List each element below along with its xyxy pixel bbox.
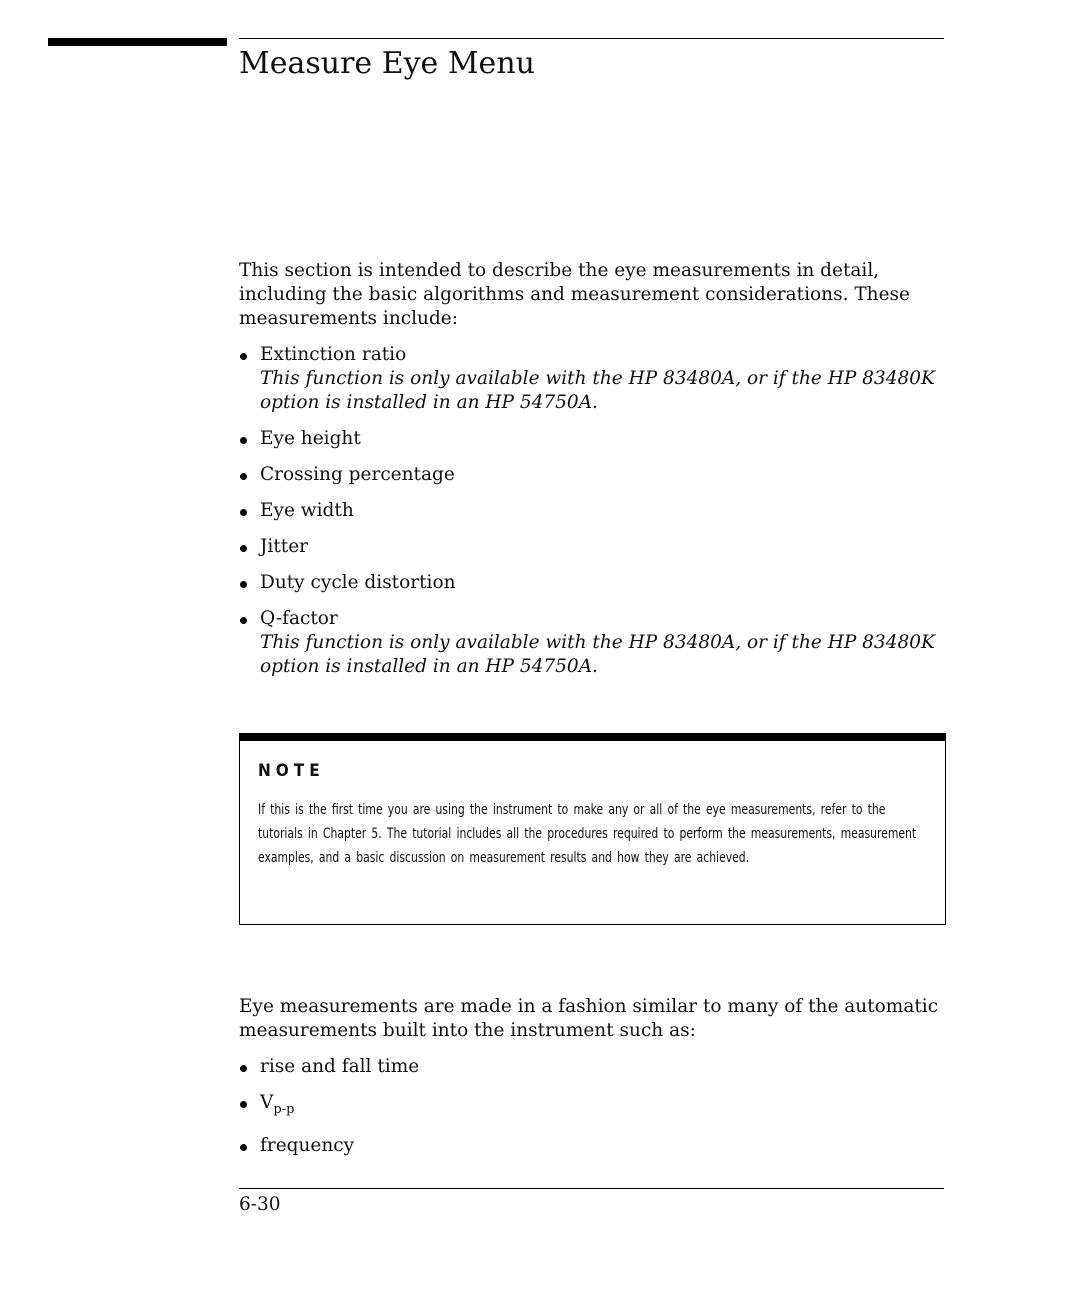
list-item-label: Extinction ratio: [260, 344, 407, 365]
automatic-measurement-list: [239, 1055, 954, 1170]
note-text: If this is the first time you are using the instrument to make any or all of the eye measurements, refer to the tutorials in Chapter 5. The tutorial includes all the procedures required to perform the measurements, measurement examples, and a basic discussion on measurement results and how they are achieved.: [258, 802, 917, 866]
list-item-frequency: [239, 1134, 954, 1158]
bullet-icon: [240, 353, 247, 360]
list-item-label: Jitter: [260, 536, 308, 557]
measurement-list: [239, 343, 954, 691]
bullet-icon: [240, 545, 247, 552]
list-item-extinction-ratio: [239, 343, 954, 415]
bullet-icon: [240, 1065, 247, 1072]
bullet-icon: [240, 473, 247, 480]
list-item-subscript: p-p: [273, 1102, 295, 1117]
page-title: Measure Eye Menu: [239, 46, 535, 81]
bullet-icon: [240, 1144, 247, 1151]
note-box: [239, 733, 946, 925]
bullet-icon: [240, 617, 247, 624]
bullet-icon: [240, 1101, 247, 1108]
list-item-eye-width: [239, 499, 954, 523]
availability-note: This function is only available with the HP 83480A, or if the HP 83480K option is installed in an HP 54750A.: [260, 368, 935, 413]
header-thick-bar: [48, 38, 227, 46]
list-item-duty-cycle-distortion: [239, 571, 954, 595]
intro-paragraph: This section is intended to describe the eye measurements in detail, including the basic algorithms and measurement considerations. These measurements include:: [239, 260, 910, 329]
list-item-label: V: [260, 1092, 274, 1113]
bullet-icon: [240, 437, 247, 444]
list-item-rise-fall-time: [239, 1055, 954, 1079]
list-item-label: Q-factor: [260, 608, 338, 629]
list-item-crossing-percentage: [239, 463, 954, 487]
list-item-label: Eye width: [260, 500, 354, 521]
list-item-label: Eye height: [260, 428, 361, 449]
availability-note: This function is only available with the HP 83480A, or if the HP 83480K option is installed in an HP 54750A.: [260, 632, 935, 677]
footer-rule: [239, 1188, 944, 1189]
list-item-label: frequency: [260, 1135, 355, 1156]
list-item-eye-height: [239, 427, 954, 451]
bullet-icon: [240, 509, 247, 516]
list-item-vpp: [239, 1091, 954, 1122]
note-label: NOTE: [258, 761, 325, 781]
list-item-label: Crossing percentage: [260, 464, 455, 485]
list-item-jitter: [239, 535, 954, 559]
list-item-label: rise and fall time: [260, 1056, 420, 1077]
header-rule: [239, 38, 944, 39]
page-number: 6-30: [239, 1194, 281, 1215]
list-item-q-factor: [239, 607, 954, 679]
automatic-measurements-paragraph: Eye measurements are made in a fashion similar to many of the automatic measurements built into the instrument such as:: [239, 996, 939, 1041]
bullet-icon: [240, 581, 247, 588]
list-item-label: Duty cycle distortion: [260, 572, 456, 593]
